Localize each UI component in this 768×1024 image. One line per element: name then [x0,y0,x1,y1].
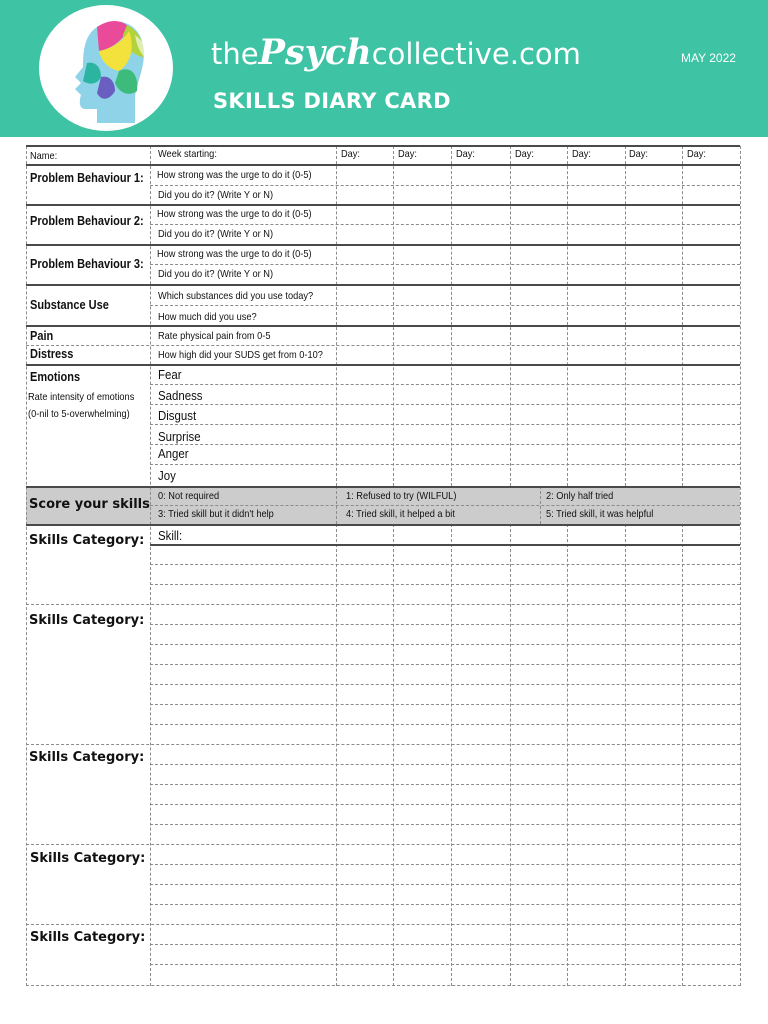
emotion-item: Disgust [158,408,197,423]
grid-vline [150,146,151,986]
grid-vline [393,146,394,486]
emotion-item: Surprise [158,429,201,444]
pb2-urge-question: How strong was the urge to do it (0-5) [157,208,312,220]
day-label: Day: [572,148,592,160]
distress-label: Distress [30,347,74,361]
skills-category-label: Skills Category: [29,533,145,548]
grid-hline [26,844,740,845]
grid-hline [150,264,740,265]
grid-hline [150,904,740,905]
grid-vline [393,524,394,986]
section-divider [26,486,740,488]
logo [39,5,173,131]
pb3-did-question: Did you do it? (Write Y or N) [158,268,274,280]
skills-category-label: Skills Category: [30,851,146,866]
score-option: 4: Tried skill, it helped a bit [346,508,455,520]
emotion-item: Anger [158,446,189,461]
grid-hline [150,305,740,306]
head-silhouette-logo-icon [39,5,173,131]
day-label: Day: [398,148,418,160]
grid-vline [451,146,452,486]
emotion-item: Joy [158,468,176,483]
grid-vline [451,524,452,986]
day-label: Day: [456,148,476,160]
grid-hline [150,704,740,705]
pb1-urge-question: How strong was the urge to do it (0-5) [157,169,312,181]
grid-hline [150,864,740,865]
pain-label: Pain [30,329,54,343]
grid-vline [26,146,27,986]
grid-hline [150,444,740,445]
day-label: Day: [341,148,361,160]
page-title: SKILLS DIARY CARD [213,89,451,113]
grid-hline [150,464,740,465]
grid-hline [150,404,740,405]
emotions-label: Emotions [30,370,81,384]
grid-vline [625,524,626,986]
grid-hline [150,644,740,645]
section-divider [26,524,740,526]
pain-question: Rate physical pain from 0-5 [158,330,271,342]
grid-hline [26,985,741,986]
skill-label: Skill: [158,528,183,543]
grid-hline [150,784,740,785]
grid-hline [26,744,740,745]
brand-script: Psych [258,32,372,73]
grid-hline [150,684,740,685]
problem-behaviour-1-label: Problem Behaviour 1: [30,171,144,185]
grid-hline [26,604,740,605]
grid-vline [682,524,683,986]
section-divider [26,244,740,246]
grid-hline [150,424,740,425]
section-divider [150,544,740,546]
grid-hline [26,345,740,346]
grid-hline [150,664,740,665]
day-label: Day: [687,148,707,160]
substance-use-label: Substance Use [30,298,109,312]
brand-prefix: the [211,37,259,71]
grid-vline [510,524,511,986]
emotion-item: Sadness [158,388,203,403]
emotions-scale: (0-nil to 5-overwhelming) [28,408,130,420]
week-starting-label: Week starting: [158,148,217,160]
skills-category-label: Skills Category: [30,930,146,945]
grid-vline [336,146,337,486]
pb3-urge-question: How strong was the urge to do it (0-5) [157,248,312,260]
section-divider [26,325,740,327]
brand-suffix: collective.com [371,37,581,71]
emotion-item: Fear [158,367,182,382]
section-divider [26,204,740,206]
grid-vline [682,146,683,486]
grid-vline [336,524,337,986]
pb1-did-question: Did you do it? (Write Y or N) [158,189,274,201]
substance-which-question: Which substances did you use today? [158,290,314,302]
problem-behaviour-3-label: Problem Behaviour 3: [30,257,144,271]
grid-hline [150,224,740,225]
grid-vline [740,146,741,986]
grid-hline [150,624,740,625]
grid-hline [150,384,740,385]
distress-question: How high did your SUDS get from 0-10? [158,349,323,361]
emotions-description: Rate intensity of emotions [28,391,135,403]
grid-hline [150,564,740,565]
score-option: 0: Not required [158,490,220,502]
grid-hline [150,824,740,825]
substance-amount-question: How much did you use? [158,311,257,323]
score-option: 3: Tried skill but it didn't help [158,508,274,520]
grid-hline [150,964,740,965]
day-label: Day: [515,148,535,160]
section-divider [26,164,740,166]
brand-name [211,32,581,78]
grid-hline [150,724,740,725]
skills-category-label: Skills Category: [29,750,145,765]
grid-hline [150,804,740,805]
grid-hline [150,584,740,585]
problem-behaviour-2-label: Problem Behaviour 2: [30,214,144,228]
grid-vline [567,524,568,986]
score-option: 1: Refused to try (WILFUL) [346,490,457,502]
skills-category-label: Skills Category: [29,613,145,628]
section-divider [26,284,740,286]
date-label: MAY 2022 [681,51,736,65]
name-label: Name: [30,150,58,162]
score-option: 5: Tried skill, it was helpful [546,508,654,520]
grid-vline [510,146,511,486]
grid-hline [26,924,740,925]
grid-hline [150,185,740,186]
pb2-did-question: Did you do it? (Write Y or N) [158,228,274,240]
grid-hline [150,764,740,765]
grid-hline [150,505,740,506]
day-label: Day: [629,148,649,160]
section-divider [26,364,740,366]
grid-hline [150,944,740,945]
score-option: 2: Only half tried [546,490,614,502]
grid-vline [625,146,626,486]
section-divider [26,145,740,147]
grid-vline [567,146,568,486]
score-your-skills-label: Score your skills [29,497,150,512]
header-banner [0,0,768,137]
grid-hline [150,884,740,885]
